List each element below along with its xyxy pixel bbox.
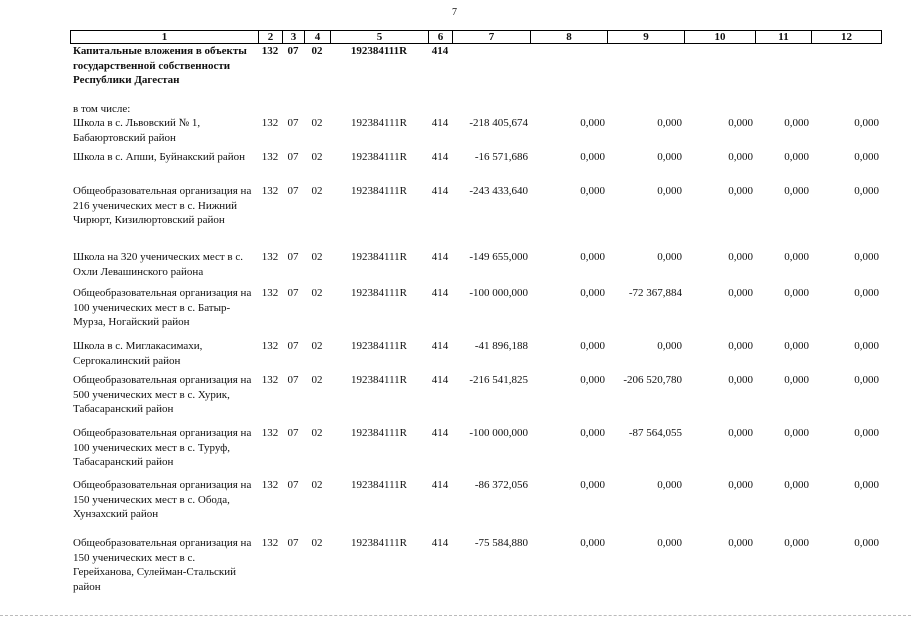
- row-cell-c2: 132: [261, 340, 279, 352]
- row-cell-c3: 07: [287, 185, 299, 197]
- row-cell-c8: 0,000: [580, 251, 605, 263]
- row-cell-c11: 0,000: [784, 374, 809, 386]
- row-cell-c9: -206 520,780: [623, 374, 682, 386]
- row-cell-c6: 414: [431, 117, 449, 129]
- row-cell-c7: -86 372,056: [474, 479, 528, 491]
- row-cell-c11: 0,000: [784, 340, 809, 352]
- row-cell-c12: 0,000: [854, 287, 879, 299]
- row-cell-c5: 192384111R: [350, 340, 408, 352]
- row-cell-c8: 0,000: [580, 479, 605, 491]
- row-cell-c5: 192384111R: [350, 479, 408, 491]
- row-cell-c12: 0,000: [854, 427, 879, 439]
- row-cell-c10: 0,000: [728, 151, 753, 163]
- row-cell-c7: -75 584,880: [474, 537, 528, 549]
- row-cell-c8: 0,000: [580, 151, 605, 163]
- row-cell-c5: 192384111R: [350, 117, 408, 129]
- row-cell-c9: 0,000: [657, 251, 682, 263]
- row-cell-c2: 132: [261, 427, 279, 439]
- row-cell-c6: 414: [431, 151, 449, 163]
- row-cell-c12: 0,000: [854, 479, 879, 491]
- row-cell-c6: 414: [431, 427, 449, 439]
- row-cell-c8: 0,000: [580, 117, 605, 129]
- row-cell-c2: 132: [261, 251, 279, 263]
- row-cell-c10: 0,000: [728, 479, 753, 491]
- row-cell-c2: 132: [261, 537, 279, 549]
- row-cell-c5: 192384111R: [350, 251, 408, 263]
- row-cell-c9: 0,000: [657, 479, 682, 491]
- column-header-3: 3: [282, 30, 304, 44]
- row-cell-c3: 07: [287, 251, 299, 263]
- row-cell-c6: 414: [431, 479, 449, 491]
- column-header-2: 2: [258, 30, 282, 44]
- row-cell-c10: 0,000: [728, 287, 753, 299]
- row-cell-c2: 132: [261, 374, 279, 386]
- row-cell-c7: -218 405,674: [469, 117, 528, 129]
- row-name: Общеобразовательная организация на 150 ученических мест в с. Обода, Хунзахский район: [73, 479, 252, 520]
- row-name: Школа на 320 ученических мест в с. Охли Левашинского района: [73, 251, 244, 278]
- row-name: Общеобразовательная организация на 216 ученических мест в с. Нижний Чирюрт, Кизилюртовский район: [73, 185, 252, 226]
- row-cell-c2: 132: [261, 151, 279, 163]
- subheader-label: в том числе:: [73, 103, 131, 115]
- row-cell-c7: -149 655,000: [469, 251, 528, 263]
- row-cell-c3: 07: [287, 151, 299, 163]
- row-cell-c6: 414: [431, 374, 449, 386]
- row-cell-c6: 414: [431, 537, 449, 549]
- row-cell-c4: 02: [311, 251, 323, 263]
- row-cell-c11: 0,000: [784, 151, 809, 163]
- row-cell-c7: -243 433,640: [469, 185, 528, 197]
- row-cell-c12: 0,000: [854, 340, 879, 352]
- row-cell-c9: 0,000: [657, 340, 682, 352]
- row-cell-c5: 192384111R: [350, 374, 408, 386]
- row-cell-c4: 02: [311, 117, 323, 129]
- row-cell-c10: 0,000: [728, 340, 753, 352]
- row-cell-c4: 02: [311, 479, 323, 491]
- column-header-11: 11: [755, 30, 811, 44]
- row-cell-c8: 0,000: [580, 287, 605, 299]
- section-code-c2: 132: [261, 45, 279, 57]
- row-cell-c6: 414: [431, 251, 449, 263]
- row-cell-c4: 02: [311, 185, 323, 197]
- row-cell-c3: 07: [287, 117, 299, 129]
- column-header-10: 10: [684, 30, 755, 44]
- column-header-5: 5: [330, 30, 428, 44]
- row-name: Школа в с. Миглакасимахи, Сергокалинский район: [73, 340, 203, 367]
- row-cell-c2: 132: [261, 185, 279, 197]
- row-cell-c9: 0,000: [657, 151, 682, 163]
- row-cell-c12: 0,000: [854, 117, 879, 129]
- row-cell-c12: 0,000: [854, 185, 879, 197]
- row-cell-c6: 414: [431, 340, 449, 352]
- row-cell-c10: 0,000: [728, 374, 753, 386]
- row-cell-c7: -216 541,825: [469, 374, 528, 386]
- section-code-c6: 414: [431, 45, 449, 57]
- row-cell-c6: 414: [431, 185, 449, 197]
- row-cell-c12: 0,000: [854, 151, 879, 163]
- row-cell-c4: 02: [311, 537, 323, 549]
- row-cell-c2: 132: [261, 479, 279, 491]
- column-header-8: 8: [530, 30, 607, 44]
- column-header-4: 4: [304, 30, 330, 44]
- row-cell-c10: 0,000: [728, 185, 753, 197]
- row-cell-c9: 0,000: [657, 117, 682, 129]
- row-cell-c11: 0,000: [784, 537, 809, 549]
- section-code-c4: 02: [311, 45, 323, 57]
- row-cell-c9: -87 564,055: [628, 427, 682, 439]
- row-name: Школа в с. Апши, Буйнакский район: [73, 151, 246, 163]
- row-cell-c3: 07: [287, 427, 299, 439]
- row-cell-c10: 0,000: [728, 117, 753, 129]
- row-cell-c4: 02: [311, 340, 323, 352]
- row-cell-c5: 192384111R: [350, 537, 408, 549]
- row-cell-c5: 192384111R: [350, 287, 408, 299]
- row-cell-c9: 0,000: [657, 537, 682, 549]
- row-cell-c4: 02: [311, 151, 323, 163]
- row-name: Общеобразовательная организация на 100 ученических мест в с. Батыр-Мурза, Ногайский район: [73, 287, 252, 328]
- row-cell-c5: 192384111R: [350, 185, 408, 197]
- row-cell-c12: 0,000: [854, 537, 879, 549]
- column-header-6: 6: [428, 30, 452, 44]
- row-cell-c8: 0,000: [580, 537, 605, 549]
- row-cell-c11: 0,000: [784, 287, 809, 299]
- row-cell-c3: 07: [287, 287, 299, 299]
- row-cell-c8: 0,000: [580, 340, 605, 352]
- row-cell-c5: 192384111R: [350, 427, 408, 439]
- row-cell-c2: 132: [261, 117, 279, 129]
- row-cell-c8: 0,000: [580, 427, 605, 439]
- row-name: Общеобразовательная организация на 500 ученических мест в с. Хурик, Табасаранский район: [73, 374, 252, 415]
- row-cell-c11: 0,000: [784, 427, 809, 439]
- row-cell-c7: -16 571,686: [474, 151, 528, 163]
- row-cell-c7: -100 000,000: [469, 427, 528, 439]
- row-cell-c4: 02: [311, 427, 323, 439]
- row-cell-c12: 0,000: [854, 251, 879, 263]
- section-code-c3: 07: [287, 45, 299, 57]
- column-header-9: 9: [607, 30, 684, 44]
- row-cell-c10: 0,000: [728, 427, 753, 439]
- section-code-c5: 192384111R: [350, 45, 408, 57]
- row-cell-c6: 414: [431, 287, 449, 299]
- row-name: Общеобразовательная организация на 150 ученических мест в с. Герейханова, Сулейман-Стальский район: [73, 537, 252, 593]
- row-cell-c12: 0,000: [854, 374, 879, 386]
- row-cell-c8: 0,000: [580, 374, 605, 386]
- row-cell-c9: 0,000: [657, 185, 682, 197]
- row-cell-c10: 0,000: [728, 251, 753, 263]
- row-cell-c11: 0,000: [784, 479, 809, 491]
- column-header-12: 12: [811, 30, 882, 44]
- row-cell-c7: -41 896,188: [474, 340, 528, 352]
- row-cell-c3: 07: [287, 374, 299, 386]
- row-cell-c10: 0,000: [728, 537, 753, 549]
- row-cell-c11: 0,000: [784, 251, 809, 263]
- column-header-7: 7: [452, 30, 530, 44]
- row-cell-c7: -100 000,000: [469, 287, 528, 299]
- column-header-1: 1: [70, 30, 258, 44]
- page-number: 7: [452, 7, 457, 18]
- row-cell-c4: 02: [311, 287, 323, 299]
- row-cell-c9: -72 367,884: [628, 287, 682, 299]
- page-edge-line: [0, 615, 911, 616]
- row-cell-c11: 0,000: [784, 117, 809, 129]
- row-cell-c8: 0,000: [580, 185, 605, 197]
- row-name: Общеобразовательная организация на 100 ученических мест в с. Туруф, Табасаранский район: [73, 427, 252, 468]
- row-cell-c11: 0,000: [784, 185, 809, 197]
- row-cell-c5: 192384111R: [350, 151, 408, 163]
- row-cell-c2: 132: [261, 287, 279, 299]
- row-name: Школа в с. Львовский № 1, Бабаюртовский район: [73, 117, 201, 144]
- section-title: Капитальные вложения в объекты государственной собственности Республики Дагестан: [73, 45, 247, 86]
- row-cell-c4: 02: [311, 374, 323, 386]
- row-cell-c3: 07: [287, 537, 299, 549]
- row-cell-c3: 07: [287, 479, 299, 491]
- row-cell-c3: 07: [287, 340, 299, 352]
